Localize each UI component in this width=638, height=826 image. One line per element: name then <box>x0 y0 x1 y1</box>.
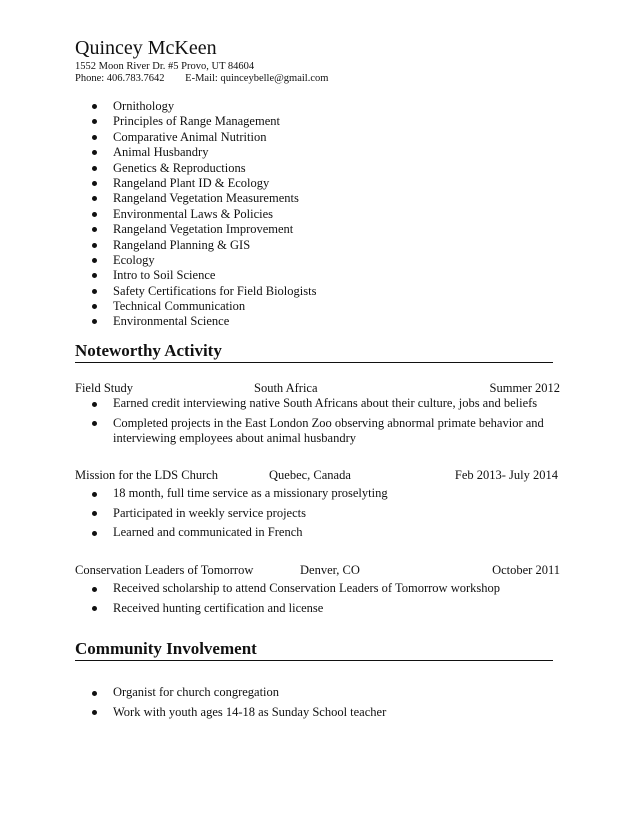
section-heading-community: Community Involvement <box>75 639 553 661</box>
address-line: 1552 Moon River Dr. #5 Provo, UT 84604 <box>75 61 255 72</box>
entry-date: October 2011 <box>492 563 560 577</box>
course-item: Animal Husbandry <box>75 145 555 160</box>
course-item: Safety Certifications for Field Biologists <box>75 284 555 299</box>
community-bullet: Organist for church congregation <box>75 685 560 701</box>
entry-date: Feb 2013- July 2014 <box>454 468 558 482</box>
entry-location: Denver, CO <box>300 563 360 577</box>
phone-label: Phone: <box>75 73 105 84</box>
entry-date: Summer 2012 <box>489 381 560 395</box>
entry-bullets-mission <box>75 486 560 541</box>
community-bullets <box>75 685 560 720</box>
email-address: quinceybelle@gmail.com <box>220 73 329 84</box>
course-item: Rangeland Vegetation Improvement <box>75 222 555 237</box>
entry-header-mission <box>75 467 560 483</box>
entry-title: Mission for the LDS Church <box>75 468 219 482</box>
entry-bullet: Received hunting certification and license <box>75 601 560 617</box>
email-label: E-Mail: <box>185 73 218 84</box>
course-item: Ornithology <box>75 99 555 114</box>
entry-header-conservation <box>75 562 560 578</box>
entry-bullet: Participated in weekly service projects <box>75 506 560 522</box>
course-item: Environmental Science <box>75 314 555 329</box>
entry-title: Conservation Leaders of Tomorrow <box>75 563 254 577</box>
entry-bullet: Earned credit interviewing native South Africans about their culture, jobs and beliefs <box>75 396 560 412</box>
course-item: Rangeland Plant ID & Ecology <box>75 176 555 191</box>
course-item: Principles of Range Management <box>75 114 555 129</box>
section-heading-noteworthy: Noteworthy Activity <box>75 341 553 363</box>
course-item: Rangeland Planning & GIS <box>75 238 555 253</box>
entry-title: Field Study <box>75 381 133 395</box>
entry-bullets-conservation <box>75 581 560 616</box>
course-item: Technical Communication <box>75 299 555 314</box>
candidate-name: Quincey McKeen <box>75 37 217 59</box>
course-list <box>75 99 555 330</box>
contact-line <box>75 73 328 85</box>
entry-header-field-study <box>75 380 560 396</box>
entry-bullet: 18 month, full time service as a missionary proselyting <box>75 486 560 502</box>
course-item: Environmental Laws & Policies <box>75 207 555 222</box>
course-item: Intro to Soil Science <box>75 268 555 283</box>
phone-number: 406.783.7642 <box>106 73 165 84</box>
entry-bullet: Learned and communicated in French <box>75 525 560 541</box>
entry-bullet: Completed projects in the East London Zoo observing abnormal primate behavior and interviewing employees about animal husbandry <box>75 416 560 447</box>
entry-location: Quebec, Canada <box>269 468 351 482</box>
course-item: Comparative Animal Nutrition <box>75 130 555 145</box>
community-bullet: Work with youth ages 14-18 as Sunday School teacher <box>75 705 560 721</box>
entry-bullet: Received scholarship to attend Conservation Leaders of Tomorrow workshop <box>75 581 560 597</box>
course-item: Ecology <box>75 253 555 268</box>
entry-bullets-field-study <box>75 396 560 447</box>
entry-location: South Africa <box>254 381 318 395</box>
course-item: Genetics & Reproductions <box>75 161 555 176</box>
course-item: Rangeland Vegetation Measurements <box>75 191 555 206</box>
